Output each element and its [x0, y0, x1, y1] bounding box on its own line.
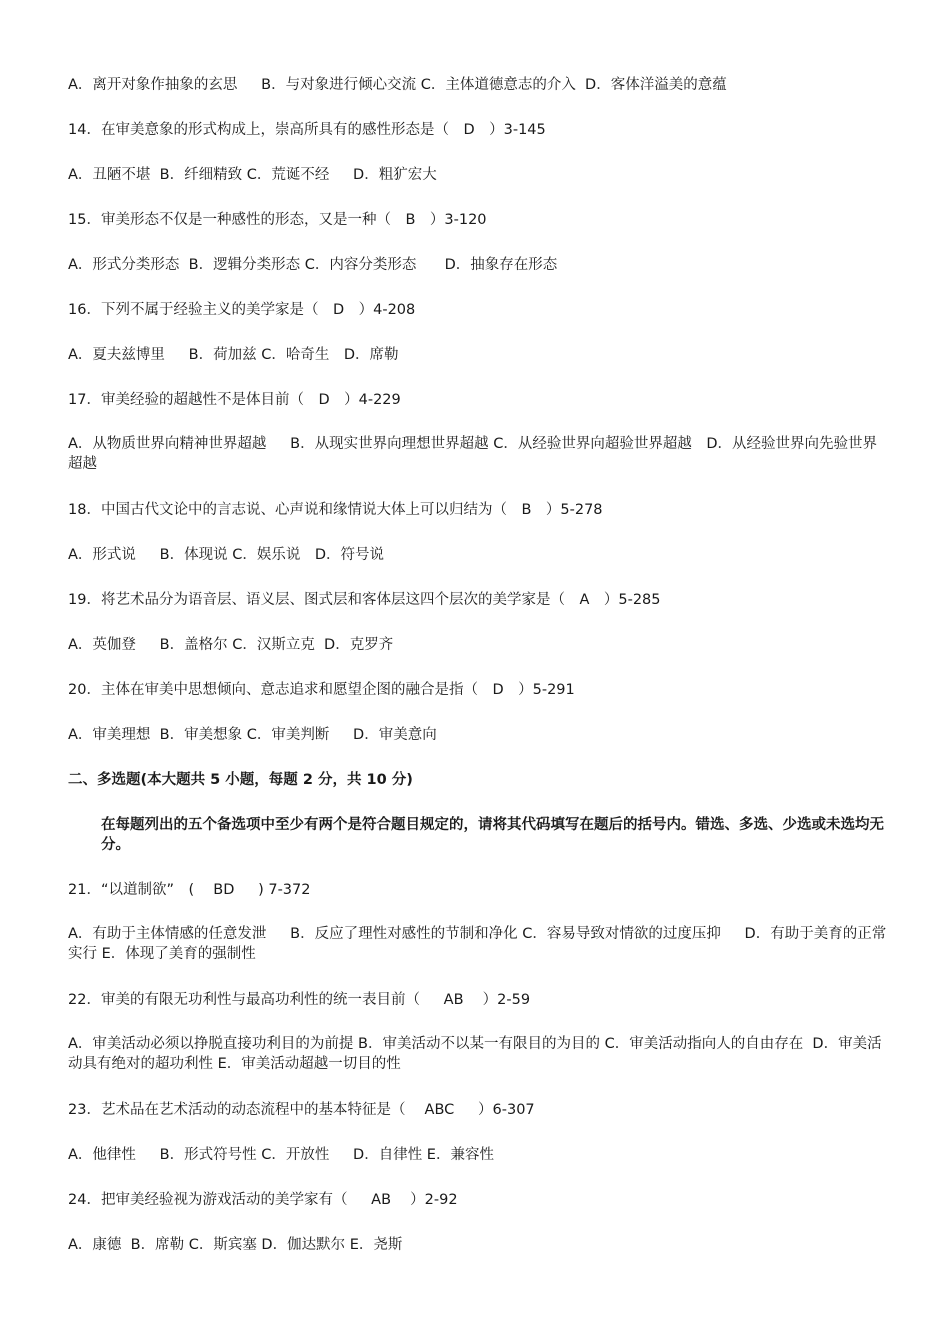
q22-options: A．审美活动必须以挣脱直接功利目的为前提 B．审美活动不以某一有限目的为目的 C．审美活动指向人的自由存在 D．审美活动具有绝对的超功利性 E．审美活动超越一切目的性 — [68, 1036, 882, 1072]
q18-options: A．形式说 B．体现说 C．娱乐说 D．符号说 — [68, 547, 384, 563]
q24-question: 24．把审美经验视为游戏活动的美学家有（ AB ）2-92 — [68, 1192, 458, 1208]
section-heading: 二、多选题(本大题共 5 小题，每题 2 分，共 10 分) — [68, 772, 413, 788]
q20-options: A．审美理想 B．审美想象 C．审美判断 D．审美意向 — [68, 727, 437, 743]
q17-question: 17．审美经验的超越性不是体目前（ D ）4-229 — [68, 392, 401, 408]
q15-question: 15．审美形态不仅是一种感性的形态，又是一种（ B ）3-120 — [68, 212, 487, 228]
q23-question: 23．艺术品在艺术活动的动态流程中的基本特征是（ ABC ）6-307 — [68, 1102, 535, 1118]
q14-question: 14．在审美意象的形式构成上，崇高所具有的感性形态是（ D ）3-145 — [68, 122, 546, 138]
q14-options: A．丑陋不堪 B．纤细精致 C．荒诞不经 D．粗犷宏大 — [68, 167, 437, 183]
q21-options: A．有助于主体情感的任意发泄 B．反应了理性对感性的节制和净化 C．容易导致对情欲的过度压抑 D．有助于美育的正常实行 E．体现了美育的强制性 — [68, 926, 887, 962]
q13-options: A．离开对象作抽象的玄思 B．与对象进行倾心交流 C．主体道德意志的介入 D．客体洋溢美的意蕴 — [68, 77, 727, 93]
q24-options: A．康德 B．席勒 C．斯宾塞 D．伽达默尔 E．尧斯 — [68, 1237, 403, 1253]
section-instructions: 在每题列出的五个备选项中至少有两个是符合题目规定的，请将其代码填写在题后的括号内。错选、多选、少选或未选均无分。 — [101, 817, 884, 853]
q21-question: 21．“以道制欲” ( BD ) 7-372 — [68, 882, 311, 898]
q17-options: A．从物质世界向精神世界超越 B．从现实世界向理想世界超越 C．从经验世界向超验世界超越 D．从经验世界向先验世界超越 — [68, 436, 877, 472]
q15-options: A．形式分类形态 B．逻辑分类形态 C．内容分类形态 D．抽象存在形态 — [68, 257, 558, 273]
q20-question: 20．主体在审美中思想倾向、意志追求和愿望企图的融合是指（ D ）5-291 — [68, 682, 575, 698]
q16-question: 16．下列不属于经验主义的美学家是（ D ）4-208 — [68, 302, 416, 318]
q19-options: A．英伽登 B．盖格尔 C．汉斯立克 D．克罗齐 — [68, 637, 394, 653]
q18-question: 18．中国古代文论中的言志说、心声说和缘情说大体上可以归结为（ B ）5-278 — [68, 502, 603, 518]
q23-options: A．他律性 B．形式符号性 C．开放性 D．自律性 E．兼容性 — [68, 1147, 494, 1163]
q16-options: A．夏夫兹博里 B．荷加兹 C．哈奇生 D．席勒 — [68, 347, 399, 363]
q19-question: 19．将艺术品分为语音层、语义层、图式层和客体层这四个层次的美学家是（ A ）5-285 — [68, 592, 661, 608]
q22-question: 22．审美的有限无功利性与最高功利性的统一表目前（ AB ）2-59 — [68, 992, 531, 1008]
